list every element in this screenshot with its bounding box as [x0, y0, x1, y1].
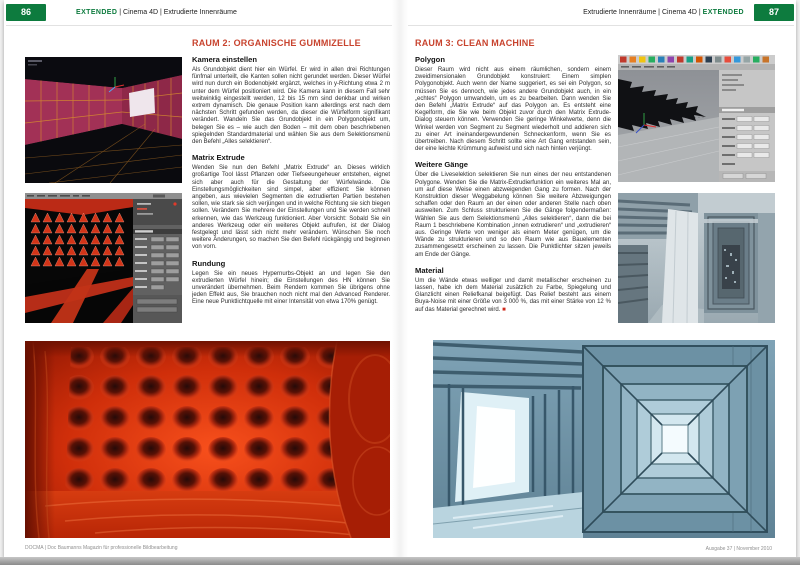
section-heading-room3: RAUM 3: CLEAN MACHINE: [415, 38, 535, 48]
subhead-weitere-gaenge: Weitere Gänge: [415, 160, 469, 170]
figure-c4d-matrix-extrude-red-viewport: [25, 193, 182, 323]
left-opening: [618, 245, 648, 323]
article-column-right: [415, 38, 611, 338]
footer-magazine-title: DOCMA | Doc Baumanns Magazin für professionelle Bildbearbeitung: [25, 545, 178, 551]
footer-issue-date: Ausgabe 37 | November 2010: [705, 546, 772, 552]
paragraph: Wenden Sie nun den Befehl „Matrix Extrude“ an. Dieses wirklich großartige Tool lässt Pflanzen oder Tiefseeungeheuer entstehen, eignet sich aber auch für die Gestaltung der Würfelwände. Die Einstellungsmöglichkeiten sind simpel, aber effizient: Sie können angeben, aus wievielen Segmenten die extrudierten Partien bestehen sollen, wie stark sie sich verjüngen und in welche Richtung sie sich biegen sollen. Verändern Sie mehrere der Einstellungen und Sie werden schnell erkennen, wie das Werkzeug funktioniert. Aber Vorsicht: Sobald Sie ein anderes Werkzeug oder ein weiteres Objekt aufrufen, ist der Dialog festgelegt und lässt sich nicht mehr verändern. Wünschen Sie noch weitere Änderungen, so machen Sie den Befehl rückgängig und beginnen von vorn.: [192, 165, 390, 251]
bright-column: [662, 209, 698, 323]
page-number-right: 87: [754, 4, 794, 21]
dimpled-cell-wall: [65, 347, 369, 493]
figure-c4d-polygon-extrude-app: [618, 55, 775, 182]
section-heading-room2: RAUM 2: ORGANISCHE GUMMIZELLE: [192, 38, 361, 48]
article-column-left: [192, 38, 390, 338]
subhead-kamera-einstellen: Kamera einstellen: [192, 55, 257, 64]
page-number-left: 86: [6, 4, 46, 21]
subhead-polygon: Polygon: [415, 55, 445, 64]
subhead-matrix-extrude: Matrix Extrude: [192, 153, 245, 163]
nested-frame-corridor: [583, 346, 767, 532]
subhead-rundung: Rundung: [192, 258, 226, 268]
magazine-spread: [4, 0, 796, 557]
paragraph: Über die Liveselektion selektieren Sie nun eines der neu entstandenen Polygone. Wenden Sie die Matrix-Extrudierfunktion ein weiteres Mal an, um auf diese Weise einen abzweigenden Gang zu formen. Nach der Konstruktion dieser Weggabelung können Sie weitere Abzweigungen schaffen oder den Raum an der einen oder anderen Stelle nach oben ausweiten. Zum Schluss strukturieren Sie die Gänge folgendermaßen: Wählen Sie aus dem Selektionsmenü „Alles selektieren“, dann die bei Raum 1 beschriebene Kombination „innen extrudieren“ und „extrudieren“ aus. Geringe Werte von weniger als einem Meter genügen, um die Wände zu strukturieren und so den Raum wie aus Bauelementen zusammengesetzt erscheinen zu lassen. Die Punktlichter sitzen jeweils am Ende der Gänge.: [415, 172, 611, 258]
breadcrumb-right: [583, 9, 744, 16]
breadcrumb-right-lead: Extrudierte Innenräume | Cinema 4D |: [583, 9, 703, 16]
header-rule-left: [6, 25, 392, 26]
breadcrumb-left: [76, 9, 237, 16]
article-end-marker: ■: [502, 306, 506, 313]
figure-viewport-wireframe-cube-room: [25, 57, 182, 183]
paragraph: Legen Sie ein neues Hypernurbs-Objekt an und legen Sie den extrudierten Würfel hinein; die Einstellungen des HN können Sie unverändert übernehmen. Beim Rendern kommen Sie übrigens ohne jeden Effekt aus, Sie brauchen noch nicht mal den Advanced Renderer. Eine neue Punktlichtquelle mit einer Intensität von etwa 170% genügt.: [192, 270, 390, 306]
header-rule-right: [408, 25, 794, 26]
figure-render-gray-corridor: [618, 193, 775, 323]
figure-render-red-rubber-cell-room: [25, 341, 390, 538]
subhead-material: Material: [415, 265, 444, 275]
figure-render-blue-corridor-panorama: [433, 340, 775, 538]
paragraph-text: Um die Wände etwas welliger und damit metallischer erscheinen zu lassen, habe ich dem Material zusätzlich zu Farbe, Spiegelung und Glanzlicht einen Reliefkanal beigefügt. Das Relief besteht aus einem Buya-Noise mit einer Größe von 3 000 %, das mit einer Stärke von 12 % auf das Material gerechnet wird.: [415, 277, 611, 313]
paragraph: Dieser Raum wird nicht aus einem räumlichen, sondern einem zweidimensionalen Grundobjekt konstruiert: Einem simplen Polygonobjekt. Auch wenn der Name suggeriert, es sei ein Polygon, so müssen Sie es dennoch, wie jedes andere Grundobjekt auch, in ein „echtes“ Polygon umwandeln, um es zu bearbeiten. Dann wenden Sie den Befehl „Matrix Extrude“ auf das Polygon an. Es entsteht eine Kegelform, die Sie wie beim Objekt zuvor durch den Matrix Extrude-Dialog steuern können. Verwenden Sie geringe Winkelwerte, denn die Winkel werden von Segment zu Segment wiederholt und addieren sich zu einer Art ineinandergewundenen Schneckenform, wenn Sie es übertreiben. Nach diesem Schritt sollte eine Art Gang entstanden sein, der eine leichte Krümmung aufweist und sich nach hinten verjüngt.: [415, 67, 611, 153]
brand-label: EXTENDED: [702, 9, 744, 16]
breadcrumb-left-trail: | Cinema 4D | Extrudierte Innenräume: [117, 9, 237, 16]
brand-label: EXTENDED: [76, 9, 118, 16]
page-edge-shadow: [0, 557, 800, 565]
paragraph: [415, 278, 611, 314]
page-gutter: [392, 0, 408, 557]
paragraph: Als Grundobjekt dient hier ein Würfel. Er wird in allen drei Richtungen fünfmal unterteilt, die Kanten sollen nicht gerundet werden. Dieser Würfel wird nun durch ein Bodenobjekt ergänzt, welches in y-Richtung etwa 2 m unter dem Würfel positioniert wird. Die Kamera kann in diesem Fall sehr weitwinklig eingestellt werden, 12 bis 15 mm sind denkbar und wirken extrem dynamisch. Die genaue Position kann allerdings erst nach dem nächsten Schritt gefunden werden, da dieser die Würfelform signifikant verändert. Wandeln Sie das Grundobjekt in ein Polygonobjekt um, belegen Sie es – wie auch den Boden – mit dem oben beschriebenen spiegelnden Standardmaterial und wählen Sie aus dem Selektionsmenü den Befehl „Alles selektieren“.: [192, 67, 390, 146]
selected-polygon: [129, 88, 155, 117]
